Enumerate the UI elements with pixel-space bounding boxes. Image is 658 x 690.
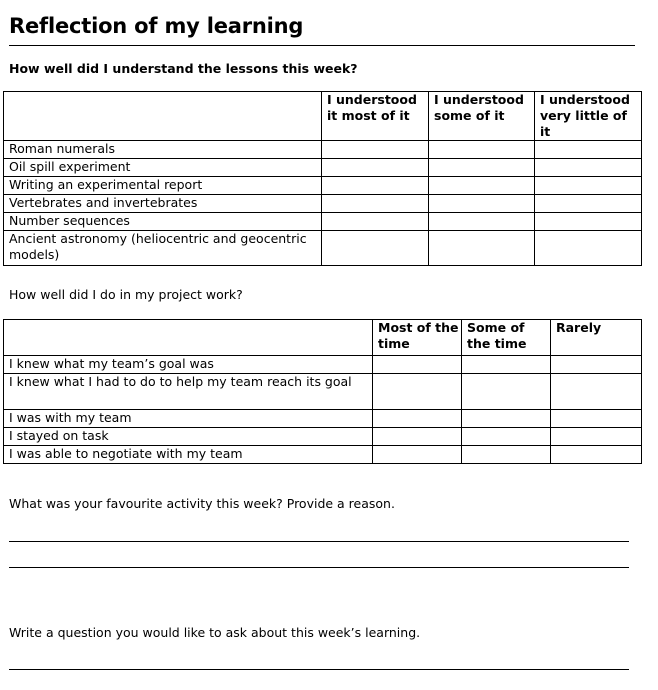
project-cell-some[interactable] xyxy=(462,374,551,410)
lesson-cell-little[interactable] xyxy=(535,177,642,195)
lesson-cell-little[interactable] xyxy=(535,195,642,213)
project-cell-rarely[interactable] xyxy=(551,446,642,464)
lessons-header-little: I understood very little of it xyxy=(535,92,642,141)
project-cell-some[interactable] xyxy=(462,356,551,374)
lesson-cell-little[interactable] xyxy=(535,213,642,231)
project-cell-some[interactable] xyxy=(462,410,551,428)
worksheet-title: Reflection of my learning xyxy=(9,14,304,38)
lesson-cell-some[interactable] xyxy=(429,195,535,213)
lesson-cell-some[interactable] xyxy=(429,159,535,177)
ask-question-prompt: Write a question you would like to ask about this week’s learning. xyxy=(9,625,421,640)
lessons-table xyxy=(3,91,642,266)
lesson-label: Oil spill experiment xyxy=(4,159,322,177)
project-header-some: Some of the time xyxy=(462,320,551,356)
project-header-rarely: Rarely xyxy=(551,320,642,356)
project-cell-most[interactable] xyxy=(373,356,462,374)
favourite-activity-question: What was your favourite activity this week? Provide a reason. xyxy=(9,496,395,511)
lesson-cell-little[interactable] xyxy=(535,141,642,159)
lesson-cell-most[interactable] xyxy=(322,177,429,195)
project-cell-some[interactable] xyxy=(462,446,551,464)
lesson-label: Writing an experimental report xyxy=(4,177,322,195)
project-cell-most[interactable] xyxy=(373,374,462,410)
ask-answer-line[interactable] xyxy=(9,669,629,670)
project-cell-most[interactable] xyxy=(373,410,462,428)
project-cell-most[interactable] xyxy=(373,428,462,446)
lesson-cell-most[interactable] xyxy=(322,195,429,213)
favourite-answer-line-2[interactable] xyxy=(9,567,629,568)
project-cell-rarely[interactable] xyxy=(551,428,642,446)
favourite-answer-line-1[interactable] xyxy=(9,541,629,542)
lesson-cell-some[interactable] xyxy=(429,231,535,266)
lessons-question: How well did I understand the lessons this week? xyxy=(9,61,358,76)
lessons-header-blank xyxy=(4,92,322,141)
lesson-cell-little[interactable] xyxy=(535,231,642,266)
project-question: How well did I do in my project work? xyxy=(9,287,243,302)
lessons-header-most: I understood it most of it xyxy=(322,92,429,141)
lesson-cell-most[interactable] xyxy=(322,213,429,231)
lesson-cell-some[interactable] xyxy=(429,177,535,195)
title-underline xyxy=(9,45,635,46)
project-cell-rarely[interactable] xyxy=(551,410,642,428)
lesson-cell-most[interactable] xyxy=(322,231,429,266)
lesson-cell-most[interactable] xyxy=(322,141,429,159)
project-label: I stayed on task xyxy=(4,428,373,446)
lesson-cell-little[interactable] xyxy=(535,159,642,177)
lesson-label: Roman numerals xyxy=(4,141,322,159)
project-table xyxy=(3,319,642,464)
project-cell-most[interactable] xyxy=(373,446,462,464)
project-cell-rarely[interactable] xyxy=(551,356,642,374)
lesson-label: Ancient astronomy (heliocentric and geocentric models) xyxy=(4,231,322,266)
project-label: I was with my team xyxy=(4,410,373,428)
lesson-cell-some[interactable] xyxy=(429,213,535,231)
project-cell-some[interactable] xyxy=(462,428,551,446)
lesson-label: Number sequences xyxy=(4,213,322,231)
lesson-cell-some[interactable] xyxy=(429,141,535,159)
project-cell-rarely[interactable] xyxy=(551,374,642,410)
lesson-label: Vertebrates and invertebrates xyxy=(4,195,322,213)
project-label: I knew what I had to do to help my team reach its goal xyxy=(4,374,373,410)
project-header-most: Most of the time xyxy=(373,320,462,356)
project-header-blank xyxy=(4,320,373,356)
lessons-header-some: I understood some of it xyxy=(429,92,535,141)
project-label: I knew what my team’s goal was xyxy=(4,356,373,374)
lesson-cell-most[interactable] xyxy=(322,159,429,177)
project-label: I was able to negotiate with my team xyxy=(4,446,373,464)
